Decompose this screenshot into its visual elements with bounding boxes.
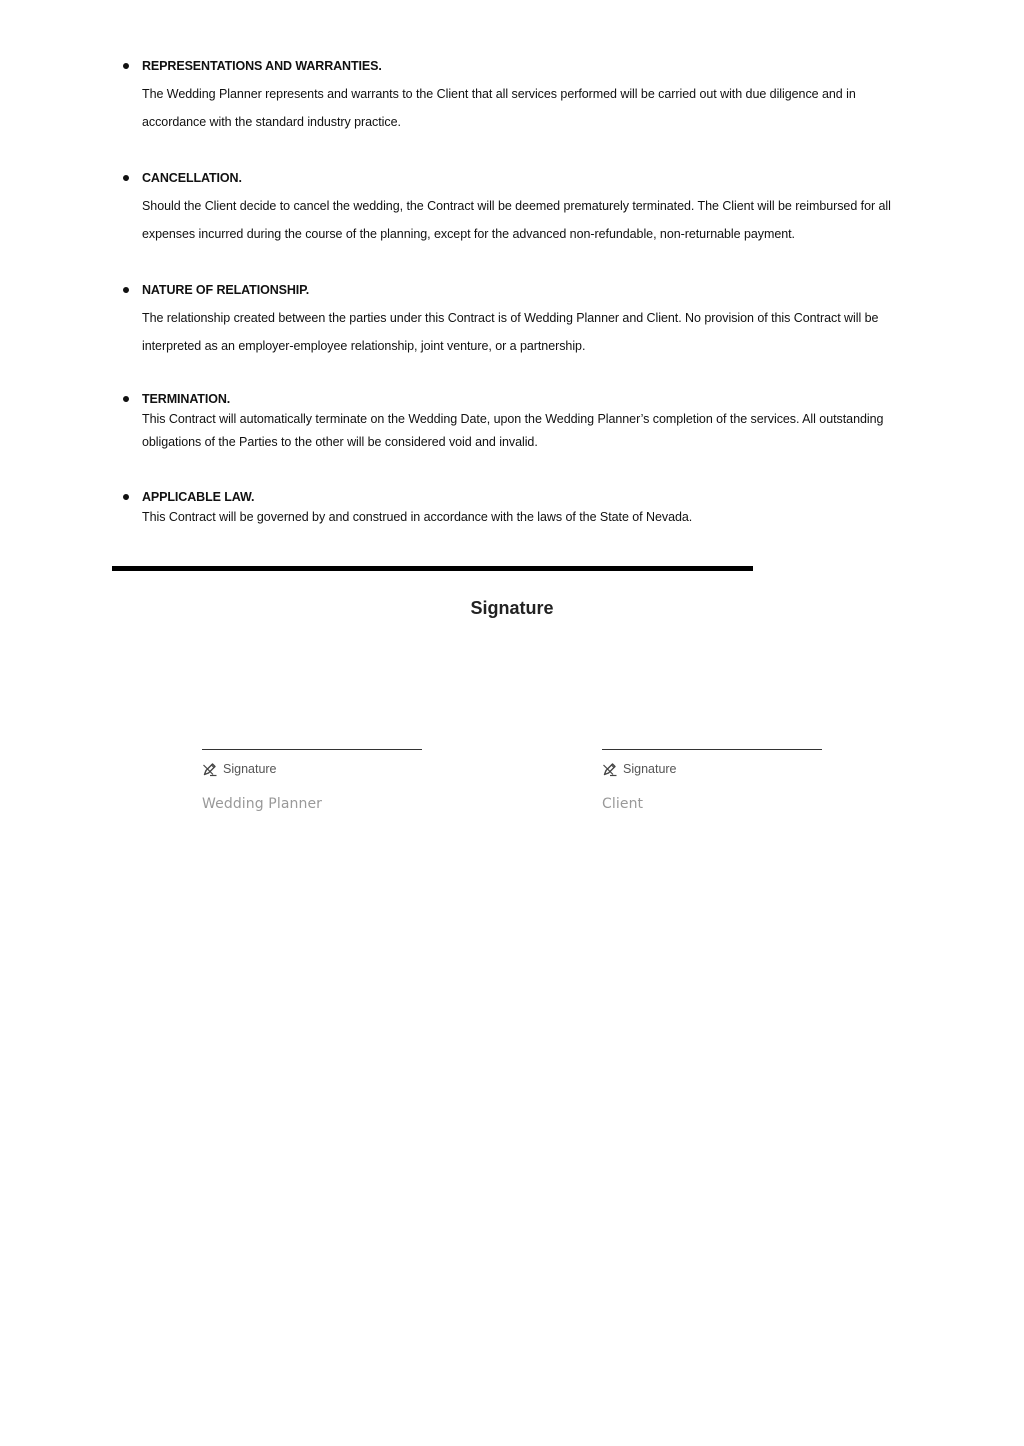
clause-representations-warranties [142,58,914,136]
clause-applicable-law [142,489,914,529]
clause-title: TERMINATION. [142,392,231,406]
clause-body: Should the Client decide to cancel the wedding, the Contract will be deemed prematurely terminated. The Client will be reimbursed for all expenses incurred during the course of the planning, except for the advanced non-refundable, non-returnable payment. [142,199,891,241]
signature-heading: Signature [470,598,554,618]
signature-block-client [602,749,822,812]
signature-line[interactable] [202,749,422,750]
clause-body: The Wedding Planner represents and warrants to the Client that all services performed will be carried out with due diligence and in accordance with the standard industry practice. [142,87,856,129]
signature-block-wedding-planner [202,749,422,812]
signature-caption-label: Signature [223,762,277,776]
bullet [123,396,129,402]
signatory-name: Wedding Planner [202,796,323,812]
clause-body: This Contract will automatically terminate on the Wedding Date, upon the Wedding Planner’s completion of the services. All outstanding obligations of the Parties to the other will be considered void and invalid. [142,412,884,449]
signature-caption [202,761,422,777]
clause-title: NATURE OF RELATIONSHIP. [142,283,310,297]
clause-body: This Contract will be governed by and construed in accordance with the laws of the State of Nevada. [142,510,693,524]
signature-caption [602,761,822,777]
clause-cancellation [142,170,914,248]
clause-body: The relationship created between the parties under this Contract is of Wedding Planner and Client. No provision of this Contract will be interpreted as an employer-employee relationship, joint venture, or a partnership. [142,311,879,353]
bullet [123,287,129,293]
pen-sign-icon [602,761,618,777]
clause-nature-of-relationship [142,282,914,360]
clause-title: REPRESENTATIONS AND WARRANTIES. [142,59,382,73]
bullet [123,175,129,181]
bullet [123,494,129,500]
clause-title: CANCELLATION. [142,171,242,185]
clause-title: APPLICABLE LAW. [142,490,255,504]
bullet [123,63,129,69]
pen-sign-icon [202,761,218,777]
section-divider [112,566,753,571]
signature-line[interactable] [602,749,822,750]
signatory-name: Client [602,796,644,812]
signature-caption-label: Signature [623,762,677,776]
clause-termination [142,391,914,454]
